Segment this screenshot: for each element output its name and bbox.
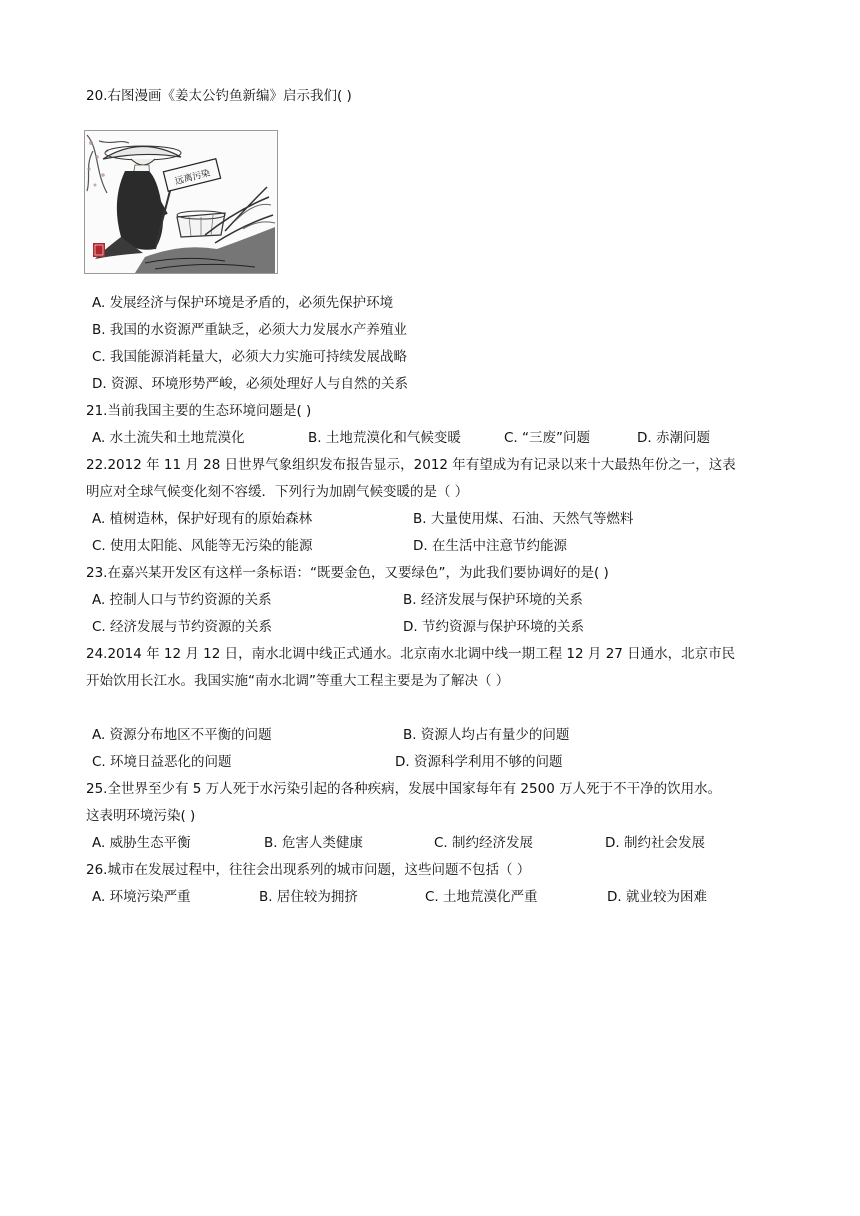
question-25-option-d[interactable]: D. 制约社会发展 [605, 835, 705, 851]
question-21-option-b[interactable]: B. 土地荒漠化和气候变暖 [308, 430, 461, 446]
question-24-option-b[interactable]: B. 资源人均占有量少的问题 [403, 727, 570, 743]
question-22-option-d[interactable]: D. 在生活中注意节约能源 [413, 538, 567, 554]
question-22-option-b[interactable]: B. 大量使用煤、石油、天然气等燃料 [413, 511, 634, 527]
question-24-stem-line-2: 开始饮用长江水。我国实施“南水北调”等重大工程主要是为了解决（ ） [86, 673, 510, 689]
question-25-option-c[interactable]: C. 制约经济发展 [434, 835, 534, 851]
question-26-option-b[interactable]: B. 居住较为拥挤 [259, 889, 358, 905]
question-20-option-d[interactable]: D. 资源、环境形势严峻，必须处理好人与自然的关系 [92, 376, 408, 392]
cartoon-image [84, 130, 278, 274]
question-23-option-c[interactable]: C. 经济发展与节约资源的关系 [92, 619, 273, 635]
question-20-stem: 20.右图漫画《姜太公钓鱼新编》启示我们( ) [86, 88, 352, 104]
question-23-stem: 23.在嘉兴某开发区有这样一条标语：“既要金色，又要绿色”，为此我们要协调好的是( ) [86, 565, 609, 581]
question-26-option-c[interactable]: C. 土地荒漠化严重 [425, 889, 538, 905]
question-22-stem-line-1: 22.2012 年 11 月 28 日世界气象组织发布报告显示，2012 年有望成为有记录以来十大最热年份之一，这表 [86, 457, 736, 473]
question-24-option-d[interactable]: D. 资源科学利用不够的问题 [395, 754, 563, 770]
question-21-stem: 21.当前我国主要的生态环境问题是( ) [86, 403, 312, 419]
cartoon-sign-text: 远离污染 [174, 168, 212, 188]
question-21-option-d[interactable]: D. 赤潮问题 [637, 430, 710, 446]
question-22-stem-line-2: 明应对全球气候变化刻不容缓．下列行为加剧气候变暖的是（ ） [86, 484, 469, 500]
question-20-option-b[interactable]: B. 我国的水资源严重缺乏，必须大力发展水产养殖业 [92, 322, 407, 338]
question-24-option-a[interactable]: A. 资源分布地区不平衡的问题 [92, 727, 272, 743]
question-26-stem: 26.城市在发展过程中，往往会出现系列的城市问题，这些问题不包括（ ） [86, 862, 531, 878]
question-23-option-a[interactable]: A. 控制人口与节约资源的关系 [92, 592, 272, 608]
question-23-option-d[interactable]: D. 节约资源与保护环境的关系 [403, 619, 584, 635]
question-23-option-b[interactable]: B. 经济发展与保护环境的关系 [403, 592, 583, 608]
question-24-option-c[interactable]: C. 环境日益恶化的问题 [92, 754, 232, 770]
cartoon-illustration [85, 131, 277, 273]
question-25-option-a[interactable]: A. 威胁生态平衡 [92, 835, 191, 851]
question-24-stem-line-1: 24.2014 年 12 月 12 日，南水北调中线正式通水。北京南水北调中线一期工程 12 月 27 日通水，北京市民 [86, 646, 736, 662]
question-26-option-a[interactable]: A. 环境污染严重 [92, 889, 191, 905]
question-25-option-b[interactable]: B. 危害人类健康 [264, 835, 363, 851]
question-25-stem-line-2: 这表明环境污染( ) [86, 808, 196, 824]
question-22-option-c[interactable]: C. 使用太阳能、风能等无污染的能源 [92, 538, 313, 554]
question-22-option-a[interactable]: A. 植树造林，保护好现有的原始森林 [92, 511, 313, 527]
question-21-option-a[interactable]: A. 水土流失和土地荒漠化 [92, 430, 245, 446]
question-21-option-c[interactable]: C. “三废”问题 [504, 430, 590, 446]
question-20-option-a[interactable]: A. 发展经济与保护环境是矛盾的，必须先保护环境 [92, 295, 394, 311]
question-20-option-c[interactable]: C. 我国能源消耗量大，必须大力实施可持续发展战略 [92, 349, 408, 365]
question-25-stem-line-1: 25.全世界至少有 5 万人死于水污染引起的各种疾病，发展中国家每年有 2500 万人死于不干净的饮用水。 [86, 781, 722, 797]
question-26-option-d[interactable]: D. 就业较为困难 [607, 889, 707, 905]
